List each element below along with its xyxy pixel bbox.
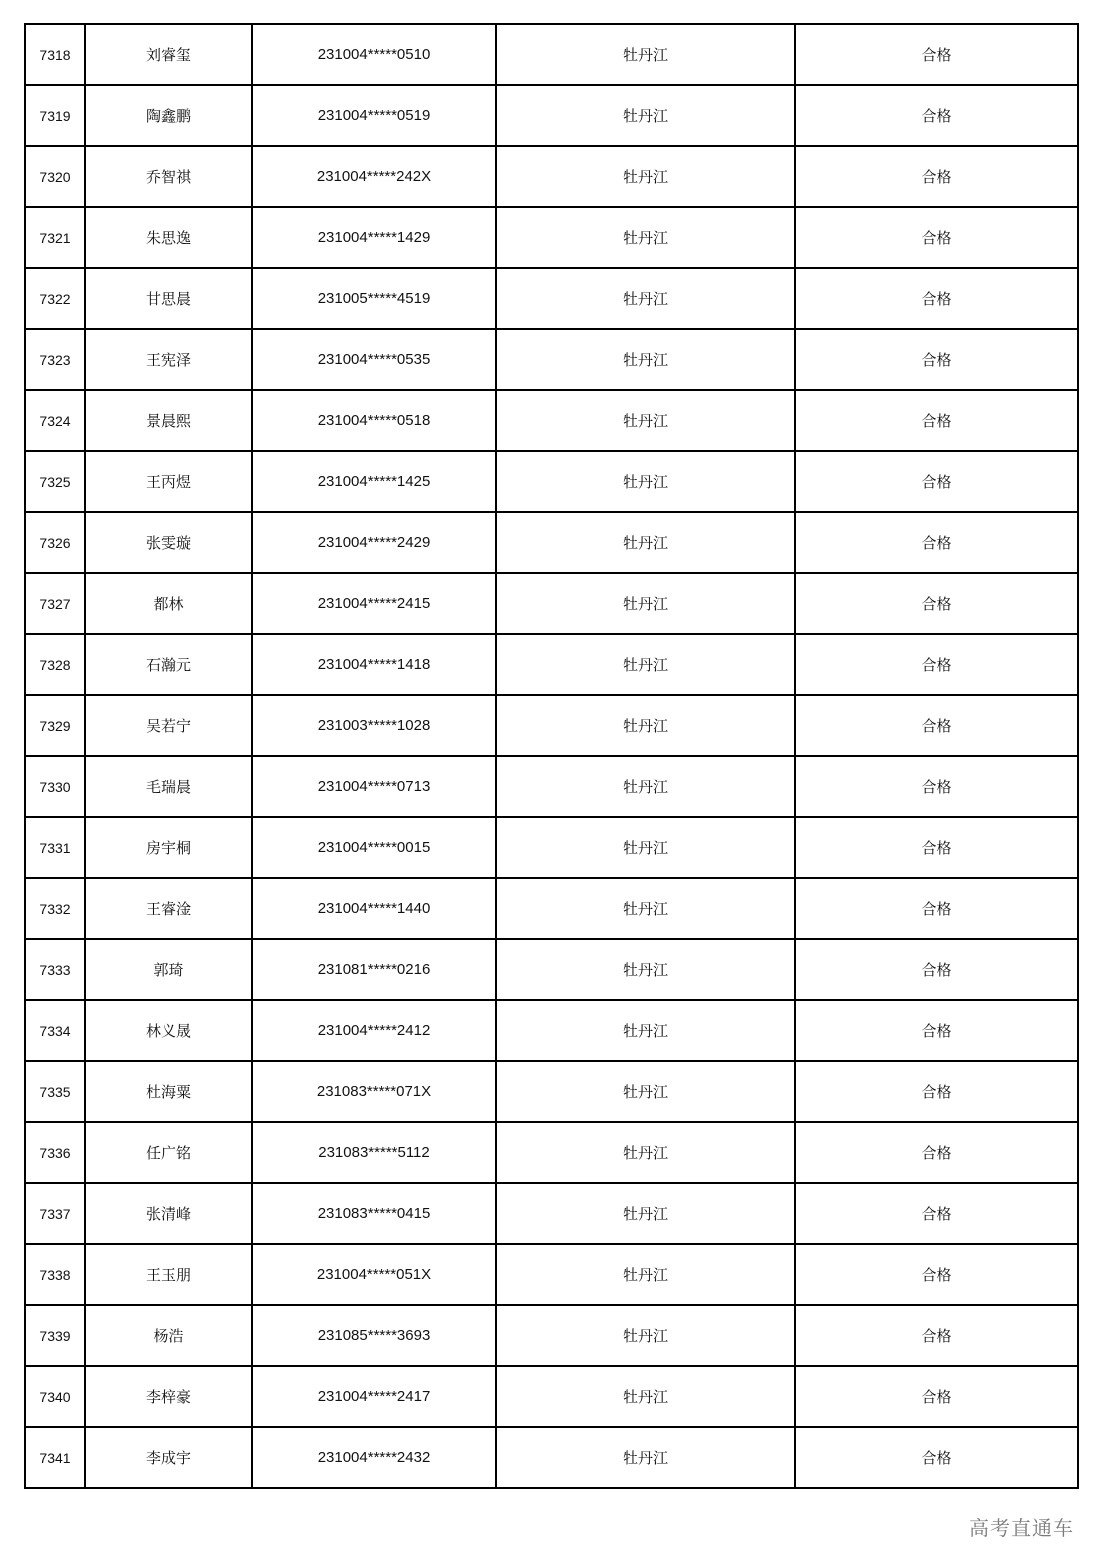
cell-name: 陶鑫鹏 — [85, 85, 252, 146]
cell-id-number: 231004*****2417 — [252, 1366, 496, 1427]
cell-result: 合格 — [795, 1427, 1078, 1488]
cell-name: 景晨熙 — [85, 390, 252, 451]
table-row — [25, 146, 1078, 207]
cell-result: 合格 — [795, 451, 1078, 512]
cell-result: 合格 — [795, 85, 1078, 146]
cell-id-number: 231004*****051X — [252, 1244, 496, 1305]
cell-name: 林义晟 — [85, 1000, 252, 1061]
cell-id-number: 231004*****1429 — [252, 207, 496, 268]
cell-city: 牡丹江 — [496, 1061, 795, 1122]
cell-id-number: 231004*****1440 — [252, 878, 496, 939]
cell-serial-number: 7336 — [25, 1122, 85, 1183]
cell-city: 牡丹江 — [496, 634, 795, 695]
cell-result: 合格 — [795, 512, 1078, 573]
cell-serial-number: 7334 — [25, 1000, 85, 1061]
table-row — [25, 207, 1078, 268]
cell-serial-number: 7325 — [25, 451, 85, 512]
cell-result: 合格 — [795, 695, 1078, 756]
cell-name: 王宪泽 — [85, 329, 252, 390]
table-row — [25, 1000, 1078, 1061]
cell-result: 合格 — [795, 1183, 1078, 1244]
cell-result: 合格 — [795, 756, 1078, 817]
cell-id-number: 231004*****2412 — [252, 1000, 496, 1061]
cell-serial-number: 7339 — [25, 1305, 85, 1366]
cell-city: 牡丹江 — [496, 512, 795, 573]
cell-serial-number: 7324 — [25, 390, 85, 451]
cell-id-number: 231004*****2432 — [252, 1427, 496, 1488]
cell-city: 牡丹江 — [496, 817, 795, 878]
cell-serial-number: 7331 — [25, 817, 85, 878]
cell-name: 王丙煜 — [85, 451, 252, 512]
cell-city: 牡丹江 — [496, 451, 795, 512]
cell-id-number: 231081*****0216 — [252, 939, 496, 1000]
cell-result: 合格 — [795, 1000, 1078, 1061]
cell-name: 甘思晨 — [85, 268, 252, 329]
cell-serial-number: 7320 — [25, 146, 85, 207]
cell-result: 合格 — [795, 939, 1078, 1000]
cell-result: 合格 — [795, 1244, 1078, 1305]
cell-id-number: 231083*****0415 — [252, 1183, 496, 1244]
table-row — [25, 1183, 1078, 1244]
cell-serial-number: 7327 — [25, 573, 85, 634]
table-row — [25, 634, 1078, 695]
cell-id-number: 231004*****0713 — [252, 756, 496, 817]
cell-name: 吴若宁 — [85, 695, 252, 756]
cell-city: 牡丹江 — [496, 268, 795, 329]
watermark-text: 高考直通车 — [967, 1512, 1076, 1541]
table-row — [25, 817, 1078, 878]
table-row — [25, 390, 1078, 451]
cell-name: 乔智祺 — [85, 146, 252, 207]
cell-city: 牡丹江 — [496, 573, 795, 634]
cell-name: 李成宇 — [85, 1427, 252, 1488]
cell-serial-number: 7323 — [25, 329, 85, 390]
cell-result: 合格 — [795, 634, 1078, 695]
cell-id-number: 231083*****5112 — [252, 1122, 496, 1183]
cell-name: 任广铭 — [85, 1122, 252, 1183]
cell-name: 杨浩 — [85, 1305, 252, 1366]
cell-result: 合格 — [795, 817, 1078, 878]
cell-city: 牡丹江 — [496, 24, 795, 85]
table-row — [25, 85, 1078, 146]
cell-serial-number: 7318 — [25, 24, 85, 85]
cell-result: 合格 — [795, 268, 1078, 329]
cell-serial-number: 7335 — [25, 1061, 85, 1122]
cell-city: 牡丹江 — [496, 146, 795, 207]
cell-city: 牡丹江 — [496, 939, 795, 1000]
cell-result: 合格 — [795, 1366, 1078, 1427]
cell-result: 合格 — [795, 24, 1078, 85]
table-row — [25, 695, 1078, 756]
cell-result: 合格 — [795, 573, 1078, 634]
cell-city: 牡丹江 — [496, 1244, 795, 1305]
cell-name: 王睿淦 — [85, 878, 252, 939]
cell-name: 朱思逸 — [85, 207, 252, 268]
cell-serial-number: 7341 — [25, 1427, 85, 1488]
table-row — [25, 451, 1078, 512]
table-row — [25, 512, 1078, 573]
table-row — [25, 1244, 1078, 1305]
cell-result: 合格 — [795, 878, 1078, 939]
table-row — [25, 878, 1078, 939]
table-row — [25, 24, 1078, 85]
cell-result: 合格 — [795, 207, 1078, 268]
roster-table — [24, 23, 1079, 1489]
cell-city: 牡丹江 — [496, 695, 795, 756]
cell-serial-number: 7340 — [25, 1366, 85, 1427]
cell-city: 牡丹江 — [496, 1122, 795, 1183]
cell-id-number: 231004*****0519 — [252, 85, 496, 146]
cell-name: 李梓豪 — [85, 1366, 252, 1427]
cell-id-number: 231004*****0518 — [252, 390, 496, 451]
cell-city: 牡丹江 — [496, 1305, 795, 1366]
cell-serial-number: 7321 — [25, 207, 85, 268]
cell-name: 张清峰 — [85, 1183, 252, 1244]
table-row — [25, 939, 1078, 1000]
cell-name: 张雯璇 — [85, 512, 252, 573]
cell-result: 合格 — [795, 1305, 1078, 1366]
cell-serial-number: 7322 — [25, 268, 85, 329]
cell-serial-number: 7337 — [25, 1183, 85, 1244]
cell-result: 合格 — [795, 1122, 1078, 1183]
cell-serial-number: 7329 — [25, 695, 85, 756]
cell-name: 都林 — [85, 573, 252, 634]
cell-serial-number: 7330 — [25, 756, 85, 817]
cell-city: 牡丹江 — [496, 329, 795, 390]
table-row — [25, 1305, 1078, 1366]
cell-result: 合格 — [795, 390, 1078, 451]
cell-city: 牡丹江 — [496, 878, 795, 939]
table-row — [25, 573, 1078, 634]
cell-id-number: 231004*****2429 — [252, 512, 496, 573]
table-row — [25, 756, 1078, 817]
roster-table-container — [24, 23, 1077, 1489]
table-row — [25, 329, 1078, 390]
cell-city: 牡丹江 — [496, 85, 795, 146]
cell-result: 合格 — [795, 146, 1078, 207]
cell-name: 石瀚元 — [85, 634, 252, 695]
cell-serial-number: 7319 — [25, 85, 85, 146]
cell-id-number: 231004*****2415 — [252, 573, 496, 634]
cell-name: 王玉朋 — [85, 1244, 252, 1305]
cell-city: 牡丹江 — [496, 390, 795, 451]
cell-id-number: 231004*****0510 — [252, 24, 496, 85]
cell-city: 牡丹江 — [496, 1000, 795, 1061]
cell-name: 刘睿玺 — [85, 24, 252, 85]
cell-result: 合格 — [795, 329, 1078, 390]
cell-id-number: 231005*****4519 — [252, 268, 496, 329]
table-row — [25, 1122, 1078, 1183]
cell-city: 牡丹江 — [496, 1427, 795, 1488]
cell-id-number: 231085*****3693 — [252, 1305, 496, 1366]
cell-city: 牡丹江 — [496, 1183, 795, 1244]
roster-table-body — [25, 24, 1078, 1488]
cell-id-number: 231004*****0015 — [252, 817, 496, 878]
cell-name: 郭琦 — [85, 939, 252, 1000]
cell-id-number: 231004*****242X — [252, 146, 496, 207]
table-row — [25, 1366, 1078, 1427]
table-row — [25, 1061, 1078, 1122]
table-row — [25, 268, 1078, 329]
cell-city: 牡丹江 — [496, 1366, 795, 1427]
cell-serial-number: 7332 — [25, 878, 85, 939]
cell-name: 房宇桐 — [85, 817, 252, 878]
cell-serial-number: 7338 — [25, 1244, 85, 1305]
cell-id-number: 231004*****1418 — [252, 634, 496, 695]
cell-id-number: 231004*****0535 — [252, 329, 496, 390]
cell-city: 牡丹江 — [496, 756, 795, 817]
table-row — [25, 1427, 1078, 1488]
cell-name: 杜海粟 — [85, 1061, 252, 1122]
cell-serial-number: 7326 — [25, 512, 85, 573]
cell-name: 毛瑞晨 — [85, 756, 252, 817]
cell-id-number: 231083*****071X — [252, 1061, 496, 1122]
cell-city: 牡丹江 — [496, 207, 795, 268]
cell-serial-number: 7328 — [25, 634, 85, 695]
cell-id-number: 231003*****1028 — [252, 695, 496, 756]
cell-id-number: 231004*****1425 — [252, 451, 496, 512]
cell-serial-number: 7333 — [25, 939, 85, 1000]
cell-result: 合格 — [795, 1061, 1078, 1122]
